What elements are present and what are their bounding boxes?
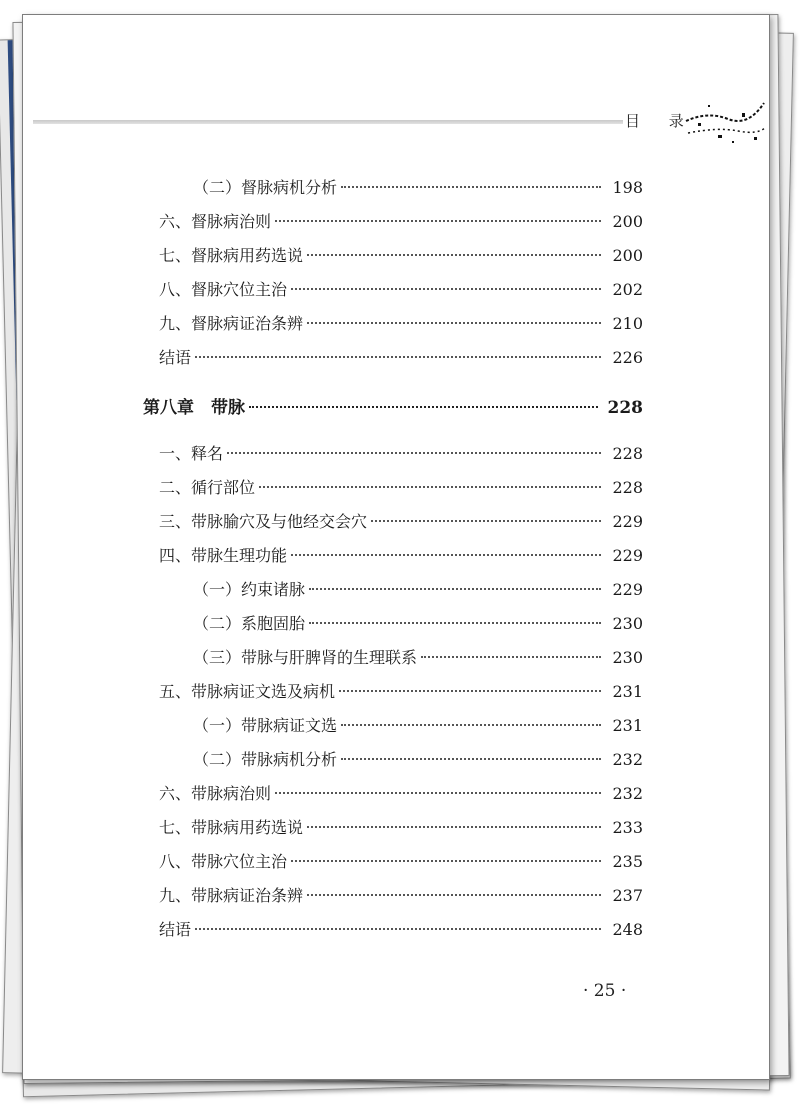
toc-entry[interactable] (159, 817, 643, 839)
toc-entry[interactable] (159, 885, 643, 907)
toc-entry-page: 202 (612, 280, 643, 299)
toc-entry-title: 六、带脉病治则 (159, 784, 272, 803)
toc-entry-title: （二）带脉病机分析 (193, 750, 338, 769)
dot-leader (307, 894, 601, 896)
toc-entry-page: 232 (612, 784, 643, 803)
toc-entry-title: （三）带脉与肝脾肾的生理联系 (193, 648, 418, 667)
toc-entry[interactable] (159, 783, 643, 805)
toc-entry[interactable] (159, 443, 643, 465)
toc-entry[interactable] (193, 749, 643, 771)
toc-entry[interactable] (159, 347, 643, 369)
toc-entry-page: 198 (612, 178, 643, 197)
toc-entry[interactable] (193, 177, 643, 199)
toc-entry[interactable] (159, 477, 643, 499)
dot-leader (307, 254, 601, 256)
toc-entry-title: 四、带脉生理功能 (159, 546, 288, 565)
toc-entry[interactable] (159, 313, 643, 335)
toc-entry-title: 七、带脉病用药选说 (159, 818, 304, 837)
dot-leader (275, 792, 601, 794)
dot-leader (291, 288, 601, 290)
toc-entry-page: 228 (607, 398, 643, 418)
dot-leader (341, 186, 601, 188)
toc-entry-title: 九、督脉病证治条辨 (159, 314, 304, 333)
toc-entry-page: 231 (612, 682, 643, 701)
toc-entry-title: 七、督脉病用药选说 (159, 246, 304, 265)
dot-leader (339, 690, 601, 692)
dot-leader (307, 826, 601, 828)
dot-leader (249, 406, 598, 408)
dot-leader (227, 452, 601, 454)
page-number: · 25 · (583, 981, 627, 1001)
toc-entry[interactable] (193, 715, 643, 737)
toc-entry-page: 248 (612, 920, 643, 939)
toc-entry-page: 230 (612, 648, 643, 667)
toc-entry-page: 232 (612, 750, 643, 769)
toc-entry-title: 一、释名 (159, 444, 224, 463)
toc-entry-page: 229 (612, 580, 643, 599)
toc-entry-title: （一）带脉病证文选 (193, 716, 338, 735)
toc-entry-title: 二、循行部位 (159, 478, 256, 497)
toc-entry[interactable] (159, 279, 643, 301)
dot-leader (291, 554, 601, 556)
running-header-title: 目 录 (625, 112, 696, 130)
toc-entry-page: 231 (612, 716, 643, 735)
dot-leader (291, 860, 601, 862)
toc-entry-title: 五、带脉病证文选及病机 (159, 682, 336, 701)
toc-entry-title: 三、带脉腧穴及与他经交会穴 (159, 512, 368, 531)
toc-entry-title: 结语 (159, 348, 192, 367)
toc-entry-page: 200 (612, 246, 643, 265)
toc-entry[interactable] (159, 681, 643, 703)
toc-entry[interactable] (159, 851, 643, 873)
toc-entry-page: 200 (612, 212, 643, 231)
toc-entry-page: 228 (612, 478, 643, 497)
table-of-contents (23, 15, 769, 1079)
dot-leader (341, 758, 601, 760)
toc-entry-title: （一）约束诸脉 (193, 580, 306, 599)
dot-leader (371, 520, 601, 522)
toc-entry-page: 210 (612, 314, 643, 333)
toc-entry[interactable] (159, 545, 643, 567)
toc-entry-title: （二）系胞固胎 (193, 614, 306, 633)
toc-entry-page: 229 (612, 512, 643, 531)
toc-entry[interactable] (159, 511, 643, 533)
document-page (22, 14, 770, 1080)
dot-leader (309, 622, 601, 624)
dot-leader (275, 220, 601, 222)
toc-entry[interactable] (193, 613, 643, 635)
dot-leader (195, 928, 601, 930)
dot-leader (307, 322, 601, 324)
toc-entry-page: 229 (612, 546, 643, 565)
toc-entry-title: （二）督脉病机分析 (193, 178, 338, 197)
toc-entry-page: 235 (612, 852, 643, 871)
toc-entry-page: 233 (612, 818, 643, 837)
toc-chapter-entry[interactable] (143, 397, 643, 419)
toc-entry[interactable] (159, 245, 643, 267)
toc-entry-page: 230 (612, 614, 643, 633)
toc-entry-title: 八、带脉穴位主治 (159, 852, 288, 871)
dot-leader (259, 486, 601, 488)
dot-leader (309, 588, 601, 590)
toc-entry-title: 八、督脉穴位主治 (159, 280, 288, 299)
toc-entry[interactable] (193, 647, 643, 669)
toc-entry[interactable] (159, 919, 643, 941)
toc-entry[interactable] (159, 211, 643, 233)
toc-entry-page: 226 (612, 348, 643, 367)
toc-entry-page: 237 (612, 886, 643, 905)
dot-leader (421, 656, 601, 658)
toc-entry[interactable] (193, 579, 643, 601)
dot-leader (195, 356, 601, 358)
toc-entry-title: 六、督脉病治则 (159, 212, 272, 231)
toc-entry-title: 第八章 带脉 (143, 398, 245, 418)
toc-entry-title: 九、带脉病证治条辨 (159, 886, 304, 905)
dot-leader (341, 724, 601, 726)
toc-entry-page: 228 (612, 444, 643, 463)
toc-entry-title: 结语 (159, 920, 192, 939)
